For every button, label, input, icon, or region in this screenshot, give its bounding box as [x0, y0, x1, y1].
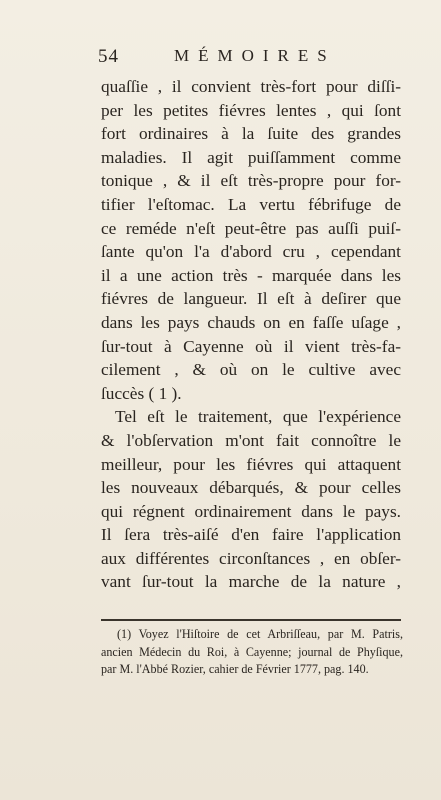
- body-line: aux différentes circonſtances , en obſer-: [101, 548, 401, 568]
- page-number: 54: [98, 46, 119, 67]
- body-line: ſur-tout à Cayenne où il vient très-fa-: [101, 336, 401, 356]
- body-line: tifier l'eſtomac. La vertu fébrifuge de: [101, 194, 401, 214]
- body-text: [101, 75, 401, 594]
- body-line: Tel eſt le traitement, que l'expérience: [115, 407, 401, 427]
- body-line: dans les pays chauds on en faſſe uſage ,: [101, 312, 401, 332]
- footnote-line: ancien Médecin du Roi, à Cayenne; journal de Phyſique,: [101, 644, 403, 659]
- running-title: MÉMOIRES: [174, 46, 336, 65]
- body-line: ſante qu'on l'a d'abord cru , cependant: [101, 242, 401, 262]
- body-line: meilleur, pour les fiévres qui attaquent: [101, 454, 401, 474]
- body-line: maladies. Il agit puiſſamment comme: [101, 147, 401, 167]
- body-line: qui régnent ordinairement dans le pays.: [101, 501, 401, 521]
- body-line: fort ordinaires à la ſuite des grandes: [101, 124, 401, 144]
- footnote-line: (1) Voyez l'Hiſtoire de cet Arbriſſeau, par M. Patris,: [117, 627, 403, 641]
- running-head: [98, 44, 398, 70]
- body-line: ſuccès ( 1 ).: [101, 383, 182, 403]
- body-line: ce reméde n'eſt peut-être pas auſſi puiſ-: [101, 218, 401, 238]
- body-line: fiévres de langueur. Il eſt à deſirer que: [101, 289, 401, 309]
- body-line: per les petites fiévres lentes , qui ſont: [101, 100, 401, 120]
- body-line: & l'obſervation m'ont fait connoître le: [101, 430, 401, 450]
- body-line: Il ſera très-aiſé d'en faire l'application: [101, 525, 401, 545]
- footnote: [101, 626, 403, 679]
- body-line: vant ſur-tout la marche de la nature ,: [101, 572, 401, 592]
- footnote-rule: [101, 619, 401, 621]
- footnote-line: par M. l'Abbé Rozier, cahier de Février 1777, pag. 140.: [101, 662, 369, 676]
- body-line: les nouveaux débarqués, & pour celles: [101, 478, 401, 498]
- body-line: quaſſie , il convient très-fort pour diſſi-: [101, 77, 401, 96]
- body-line: tonique , & il eſt très-propre pour for-: [101, 171, 401, 191]
- body-line: cilement , & où on le cultive avec: [101, 360, 401, 380]
- body-line: il a une action très - marquée dans les: [101, 265, 401, 285]
